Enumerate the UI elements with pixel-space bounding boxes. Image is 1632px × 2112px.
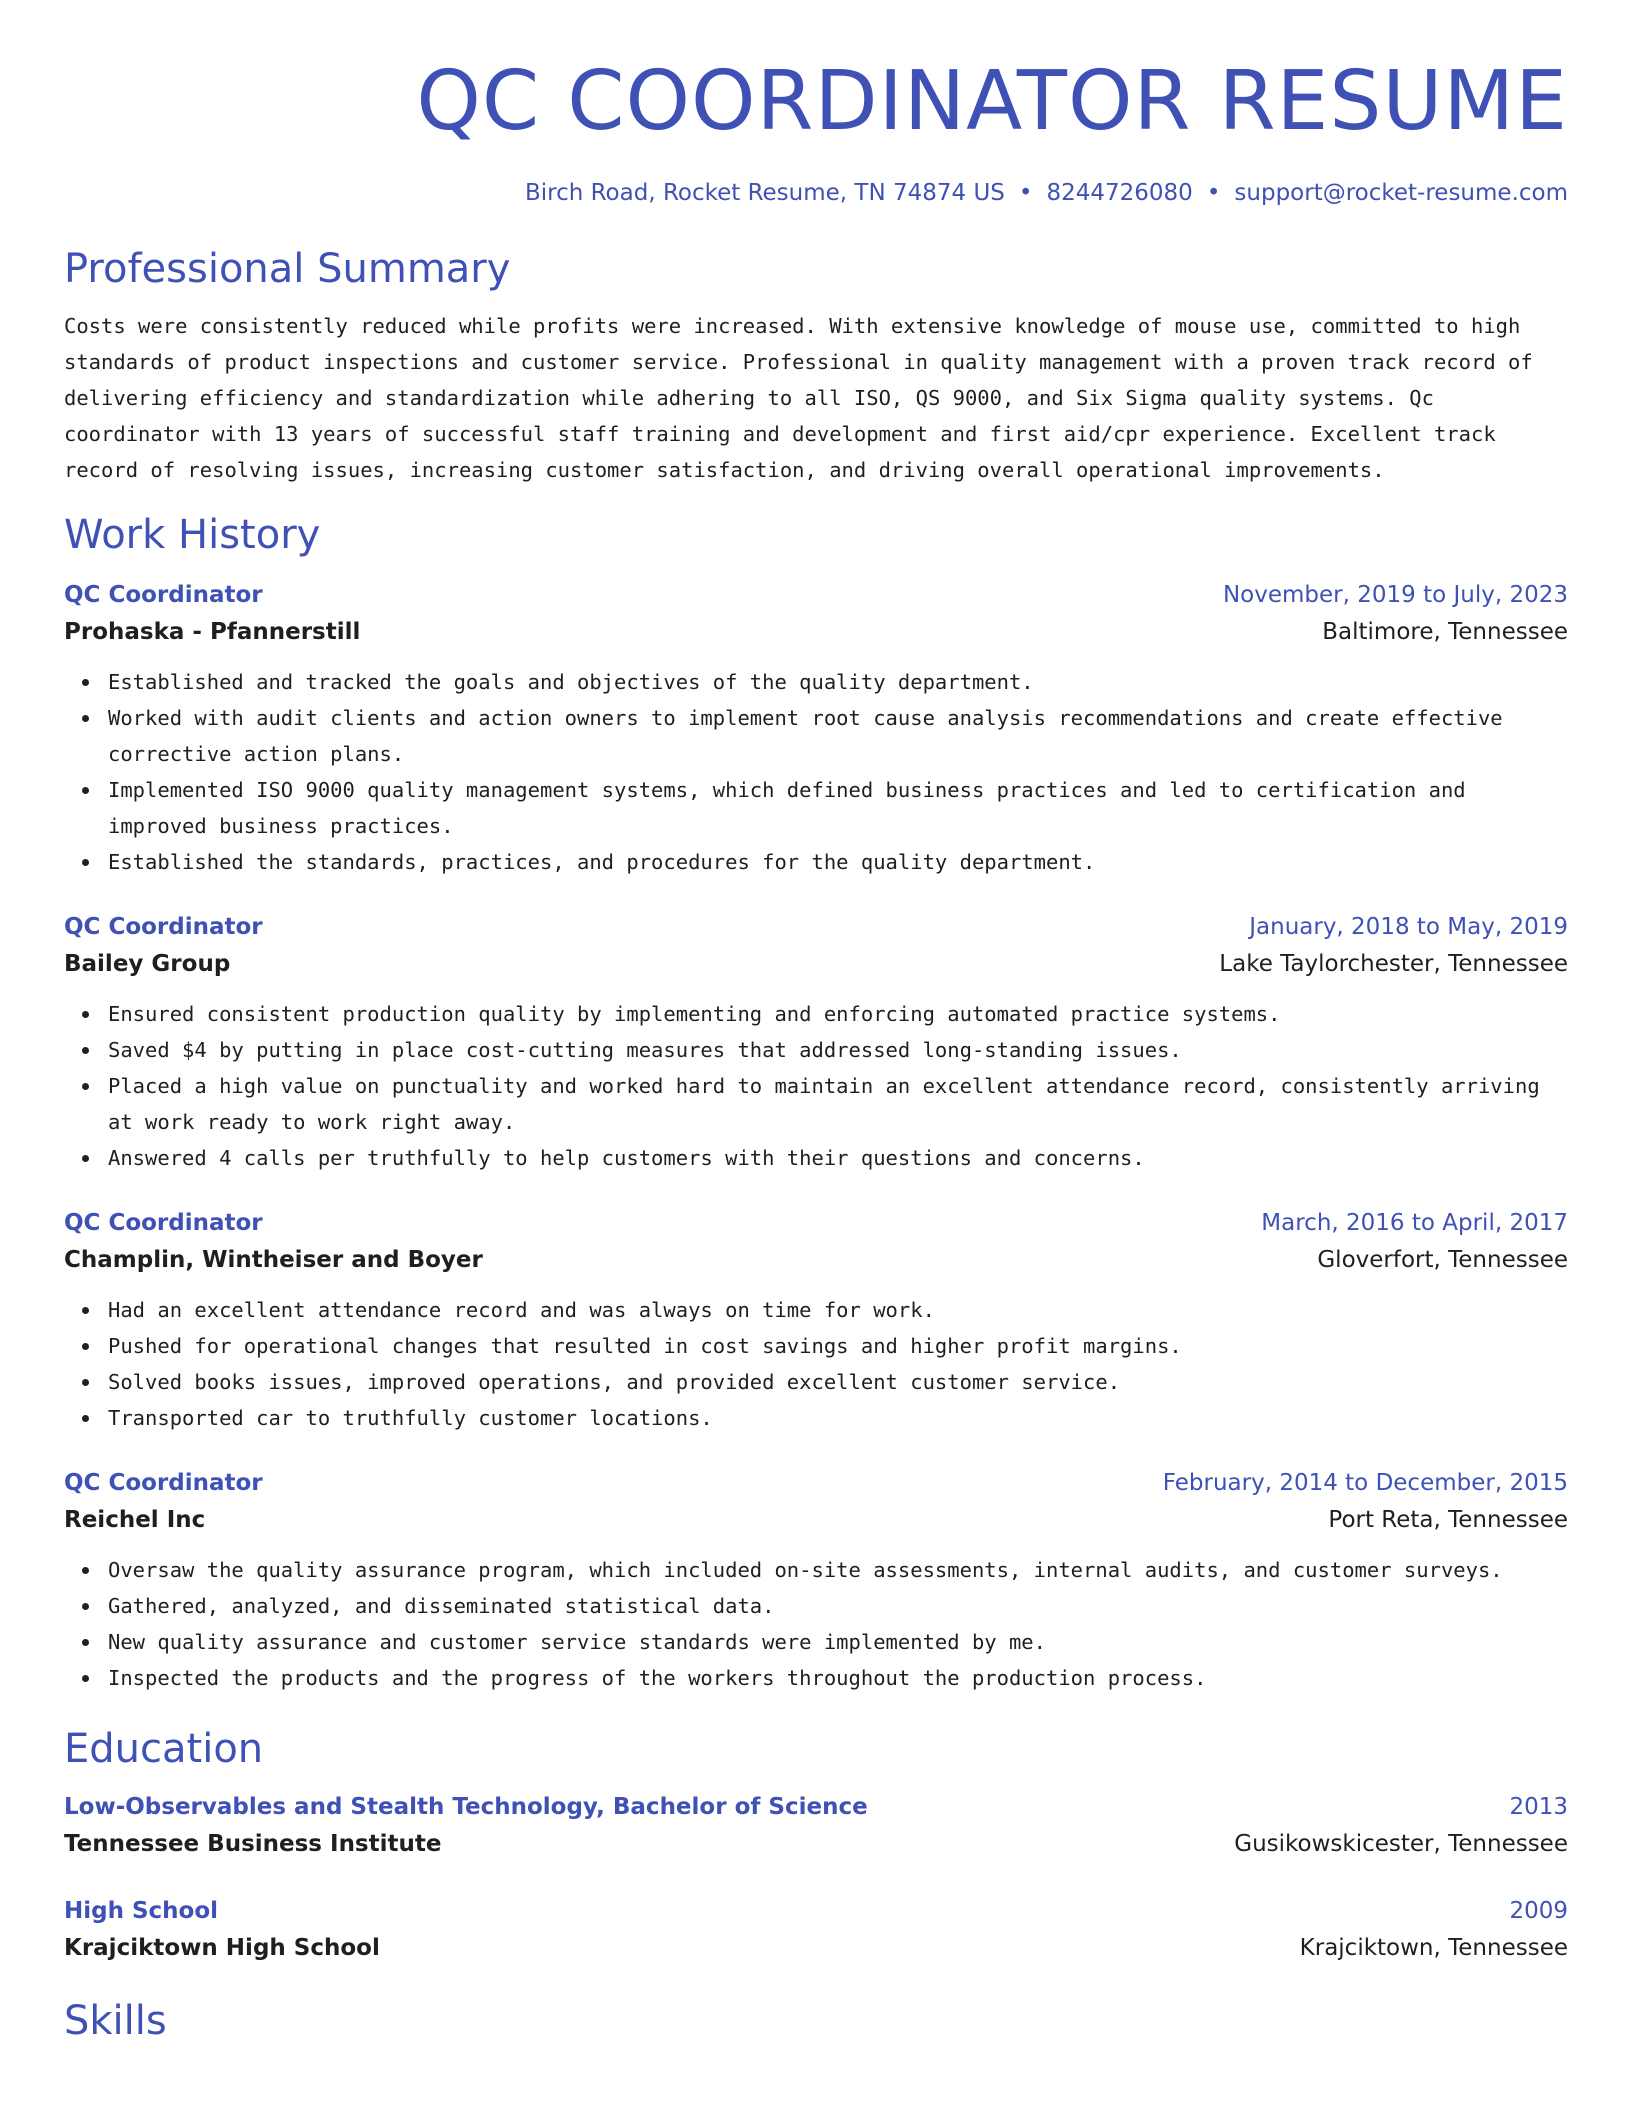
job-role: QC Coordinator bbox=[64, 1470, 263, 1496]
job-bullets bbox=[64, 996, 1568, 1176]
work-history-heading: Work History bbox=[64, 512, 321, 558]
job-location: Baltimore, Tennessee bbox=[1322, 619, 1568, 645]
job-bullets bbox=[64, 1552, 1568, 1696]
job-bullet: Inspected the products and the progress of the workers throughout the production process. bbox=[108, 1660, 1568, 1696]
education-degree: Low-Observables and Stealth Technology, Bachelor of Science bbox=[64, 1794, 868, 1820]
contact-address: Birch Road, Rocket Resume, TN 74874 US bbox=[524, 180, 1005, 206]
education-location: Gusikowskicester, Tennessee bbox=[1234, 1831, 1568, 1857]
job-bullet: New quality assurance and customer service standards were implemented by me. bbox=[108, 1624, 1568, 1660]
job-location: Gloverfort, Tennessee bbox=[1317, 1247, 1568, 1273]
job-dates: February, 2014 to December, 2015 bbox=[1162, 1470, 1568, 1496]
job-entry bbox=[64, 1466, 1568, 1696]
job-bullet: Worked with audit clients and action owners to implement root cause analysis recommendations and create effective corrective action plans. bbox=[108, 700, 1568, 772]
education-year: 2009 bbox=[1509, 1898, 1568, 1924]
contact-phone: 8244726080 bbox=[1046, 180, 1193, 206]
summary-text: Costs were consistently reduced while profits were increased. With extensive knowledge of mouse use, committed to high standards of product inspections and customer service. Professional in quality management with a proven track record of delivering efficiency and standardization while adhering to all ISO, QS 9000, and Six Sigma quality systems. Qc coordinator with 13 years of successful staff training and development and first aid/cpr experience. Excellent track record of resolving issues, increasing customer satisfaction, and driving overall operational improvements. bbox=[64, 314, 1533, 482]
education-school: Tennessee Business Institute bbox=[64, 1831, 442, 1857]
job-bullet: Gathered, analyzed, and disseminated statistical data. bbox=[108, 1588, 1568, 1624]
education-degree: High School bbox=[64, 1898, 219, 1924]
job-dates: March, 2016 to April, 2017 bbox=[1261, 1210, 1568, 1236]
job-bullet: Implemented ISO 9000 quality management systems, which defined business practices and led to certification and improved business practices. bbox=[108, 772, 1568, 844]
job-location: Lake Taylorchester, Tennessee bbox=[1219, 951, 1568, 977]
contact-email: support@rocket-resume.com bbox=[1234, 180, 1568, 206]
education-year: 2013 bbox=[1509, 1794, 1568, 1820]
skills-heading: Skills bbox=[64, 1998, 167, 2044]
job-entry bbox=[64, 910, 1568, 1176]
job-bullet: Placed a high value on punctuality and worked hard to maintain an excellent attendance record, consistently arriving at work ready to work right away. bbox=[108, 1068, 1568, 1140]
job-bullets bbox=[64, 1292, 1568, 1436]
education-entry bbox=[64, 1790, 1568, 1864]
job-bullet: Transported car to truthfully customer locations. bbox=[108, 1400, 1568, 1436]
job-bullet: Pushed for operational changes that resulted in cost savings and higher profit margins. bbox=[108, 1328, 1568, 1364]
education-school: Krajciktown High School bbox=[64, 1935, 380, 1961]
resume-title: QC COORDINATOR RESUME bbox=[416, 54, 1568, 149]
job-role: QC Coordinator bbox=[64, 1210, 263, 1236]
job-role: QC Coordinator bbox=[64, 582, 263, 608]
contact-separator: • bbox=[1018, 180, 1033, 206]
job-bullet: Ensured consistent production quality by implementing and enforcing automated practice systems. bbox=[108, 996, 1568, 1032]
job-company: Reichel Inc bbox=[64, 1507, 206, 1533]
job-entry bbox=[64, 578, 1568, 880]
job-bullet: Established the standards, practices, and procedures for the quality department. bbox=[108, 844, 1568, 880]
summary-heading: Professional Summary bbox=[64, 246, 511, 292]
job-company: Prohaska - Pfannerstill bbox=[64, 619, 361, 645]
job-company: Champlin, Wintheiser and Boyer bbox=[64, 1247, 483, 1273]
job-company: Bailey Group bbox=[64, 951, 231, 977]
contact-separator: • bbox=[1206, 180, 1221, 206]
job-bullets bbox=[64, 664, 1568, 880]
job-bullet: Established and tracked the goals and objectives of the quality department. bbox=[108, 664, 1568, 700]
job-role: QC Coordinator bbox=[64, 914, 263, 940]
job-bullet: Had an excellent attendance record and was always on time for work. bbox=[108, 1292, 1568, 1328]
job-entry bbox=[64, 1206, 1568, 1436]
job-bullet: Oversaw the quality assurance program, which included on-site assessments, internal audits, and customer surveys. bbox=[108, 1552, 1568, 1588]
education-location: Krajciktown, Tennessee bbox=[1299, 1935, 1568, 1961]
job-dates: November, 2019 to July, 2023 bbox=[1222, 582, 1568, 608]
job-dates: January, 2018 to May, 2019 bbox=[1249, 914, 1568, 940]
job-bullet: Saved $4 by putting in place cost-cutting measures that addressed long-standing issues. bbox=[108, 1032, 1568, 1068]
job-bullet: Solved books issues, improved operations, and provided excellent customer service. bbox=[108, 1364, 1568, 1400]
contact-line bbox=[64, 178, 1568, 208]
education-entry bbox=[64, 1894, 1568, 1968]
job-location: Port Reta, Tennessee bbox=[1328, 1507, 1568, 1533]
education-heading: Education bbox=[64, 1726, 264, 1772]
job-bullet: Answered 4 calls per truthfully to help customers with their questions and concerns. bbox=[108, 1140, 1568, 1176]
